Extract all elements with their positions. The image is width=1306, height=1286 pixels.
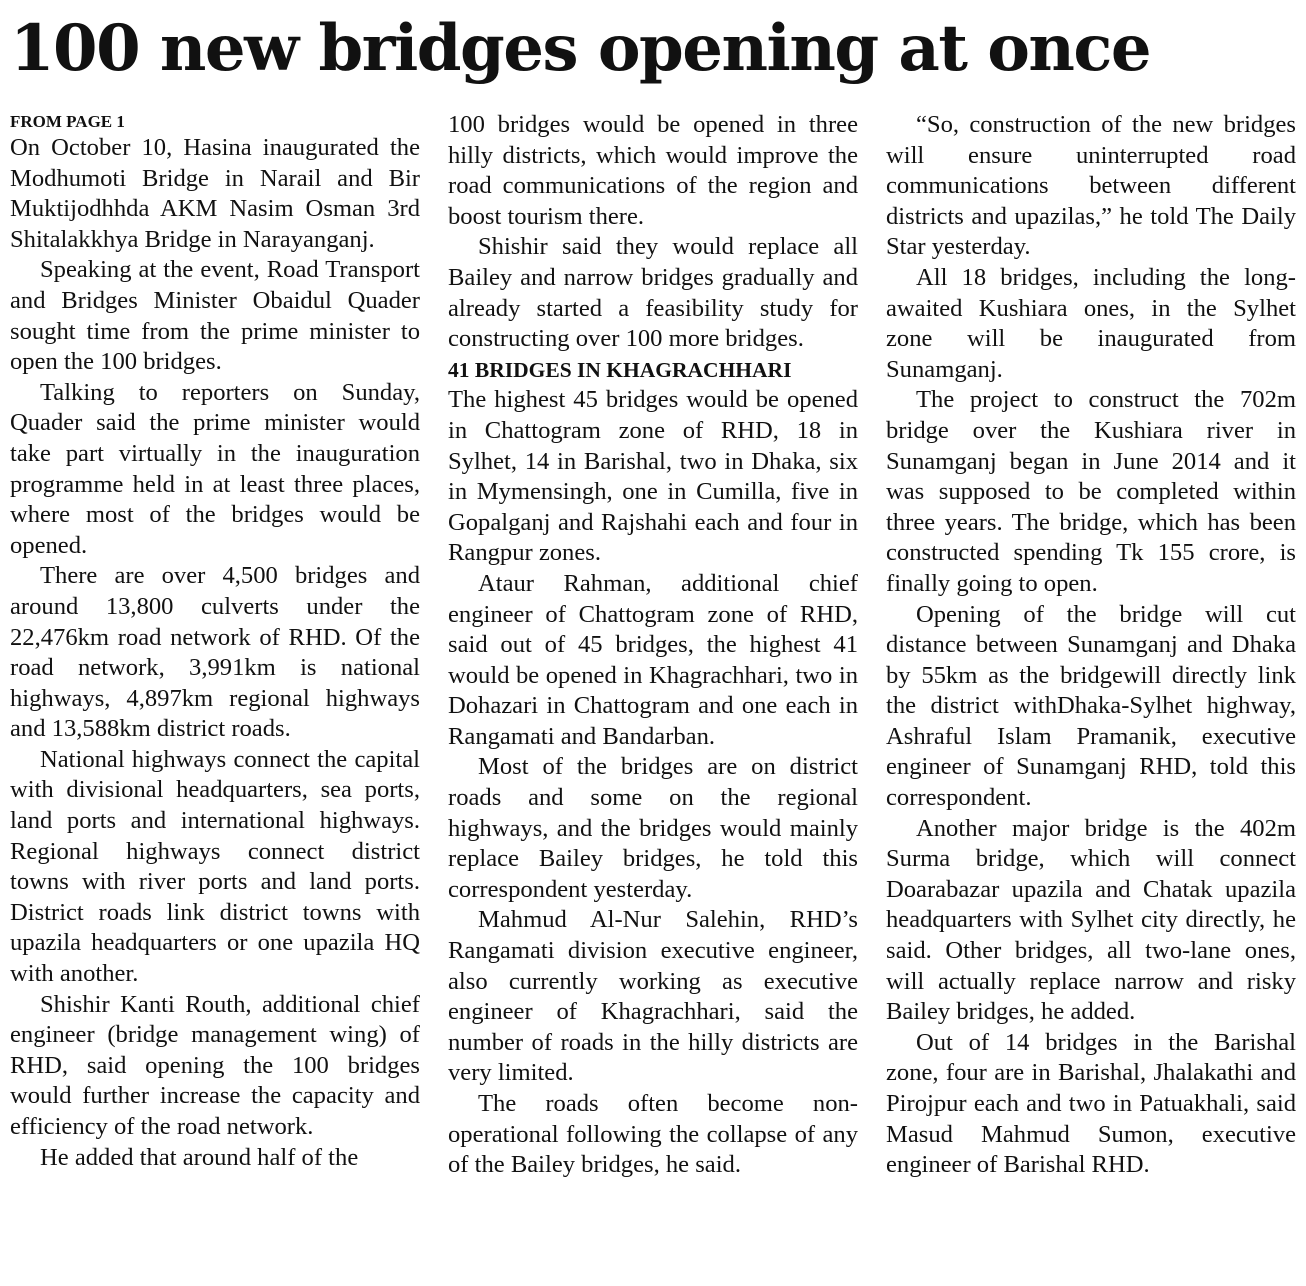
paragraph: On October 10, Hasina inaugurated the Modhumoti Bridge in Narail and Bir Muktijodhhda AKM Nasim Osman 3rd Shitalakkhya Bridge in Narayanganj. [10,134,420,253]
paragraph: There are over 4,500 bridges and around 13,800 culverts under the 22,476km road network of RHD. Of the road network, 3,991km is national highways, 4,897km regional highways and 13,588km district roads. [10,562,420,743]
paragraph: National highways connect the capital with divisional headquarters, sea ports, land ports and international highways. Regional highways connect district towns with river ports and land ports. District roads link district towns with upazila headquarters or one upazila HQ with another. [10,745,420,988]
paragraph: Opening of the bridge will cut distance between Sunamganj and Dhaka by 55km as the bridgewill directly link the district withDhaka-Sylhet highway, Ashraful Islam Pramanik, executive engineer of Sunamganj RHD, told this correspondent. [886,600,1296,812]
paragraph: Most of the bridges are on district roads and some on the regional highways, and the bridges would mainly replace Bailey bridges, he told this correspondent yesterday. [448,753,858,903]
paragraph: Shishir said they would replace all Bailey and narrow bridges gradually and already started a feasibility study for constructing over 100 more bridges. [448,233,858,353]
paragraph: The highest 45 bridges would be opened in Chattogram zone of RHD, 18 in Sylhet, 14 in Barishal, two in Dhaka, six in Mymensingh, one in Cumilla, five in Gopalganj and Rajshahi each and four in Rangpur zones. [448,386,858,567]
column-3 [886,110,1296,1181]
paragraph: “So, construction of the new bridges will ensure uninterrupted road communications between different districts and upazilas,” he told The Daily Star yesterday. [886,111,1296,261]
paragraph: He added that around half of the [40,1143,359,1171]
paragraph: Shishir Kanti Routh, additional chief engineer (bridge management wing) of RHD, said opening the 100 bridges would further increase the capacity and efficiency of the road network. [10,990,420,1140]
paragraph: Out of 14 bridges in the Barishal zone, four are in Barishal, Jhalakathi and Pirojpur each and two in Patuakhali, said Masud Mahmud Sumon, executive engineer of Barishal RHD. [886,1028,1296,1179]
column-1 [10,110,420,1173]
paragraph: The project to construct the 702m bridge over the Kushiara river in Sunamganj began in June 2014 and it was supposed to be completed within three years. The bridge, which has been constructed spending Tk 155 crore, is finally going to open. [886,386,1296,597]
kicker: FROM PAGE 1 [10,112,125,131]
column-2 [448,110,858,1181]
paragraph: Another major bridge is the 402m Surma bridge, which will connect Doarabazar upazila and Chatak upazila headquarters with Sylhet city directly, he said. Other bridges, all two-lane ones, will actually replace narrow and risky Bailey bridges, he added. [886,814,1296,1026]
paragraph: 100 bridges would be opened in three hilly districts, which would improve the road communications of the region and boost tourism there. [448,111,858,230]
paragraph: Speaking at the event, Road Transport and Bridges Minister Obaidul Quader sought time from the prime minister to open the 100 bridges. [10,256,420,376]
subheading: 41 BRIDGES IN KHAGRACHHARI [448,357,792,382]
paragraph: Ataur Rahman, additional chief engineer of Chattogram zone of RHD, said out of 45 bridges, the highest 41 would be opened in Khagrachhari, two in Dohazari in Chattogram and one each in Rangamati and Bandarban. [448,569,858,750]
paragraph: The roads often become non-operational following the collapse of any of the Bailey bridges, he said. [448,1090,858,1179]
paragraph: All 18 bridges, including the long-awaited Kushiara ones, in the Sylhet zone will be inaugurated from Sunamganj. [886,263,1296,383]
paragraph: Mahmud Al-Nur Salehin, RHD’s Rangamati division executive engineer, also currently working as executive engineer of Khagrachhari, said the number of roads in the hilly districts are very limited. [448,906,858,1087]
paragraph: Talking to reporters on Sunday, Quader said the prime minister would take part virtually in the inauguration programme held in at least three places, where most of the bridges would be opened. [10,378,420,559]
headline: 100 new bridges opening at once [10,11,1151,86]
